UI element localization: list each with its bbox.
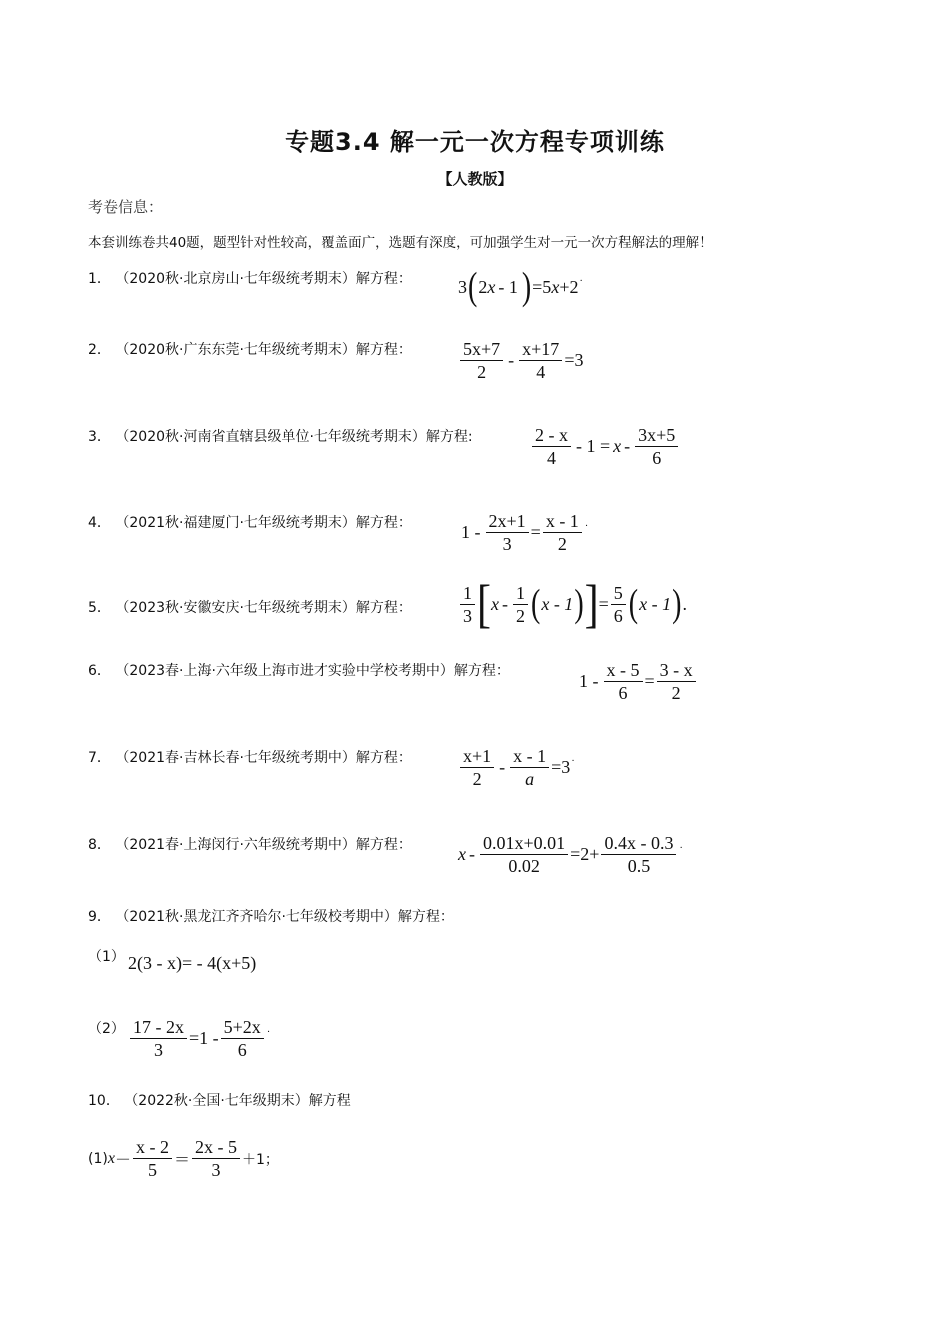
question-number: 3． xyxy=(88,429,111,445)
question-number: 1． xyxy=(88,271,111,287)
question-number: 7． xyxy=(88,750,111,766)
question-6 xyxy=(88,660,510,680)
question-number: 10． xyxy=(88,1093,120,1109)
equation-7: $\frac{x+1}{2}$ - $\frac{x - 1}{a}$ =3 · xyxy=(458,746,575,789)
equation-6: 1 - $\frac{x - 5}{6}$ = $\frac{3 - x}{2}$ xyxy=(576,660,698,703)
equation-1: 3 ( 2 x - 1 ) =5 x +2 · xyxy=(458,265,583,309)
intro-text: 本套训练卷共40题，题型针对性较高，覆盖面广，选题有深度，可加强学生对一元一次方程解法的理解！ xyxy=(88,235,713,251)
subquestion-label: （2） xyxy=(88,1021,125,1037)
equation-5: $\frac{1}{3}$ [ x - $\frac{1}{2}$ ( x - 1 ) ] = $\frac{5}{6}$ ( x - 1 ) . xyxy=(458,583,687,626)
question-5 xyxy=(88,597,412,617)
equation-2: $\frac{5x+7}{2}$ - $\frac{x+17}{4}$ =3 xyxy=(458,339,583,382)
equation-9-2: $\frac{17 - 2x}{3}$ =1 - $\frac{5+2x}{6}$ · xyxy=(128,1017,270,1060)
question-text: （2021秋·福建厦门·七年级统考期末）解方程： xyxy=(115,515,412,531)
question-4 xyxy=(88,512,412,532)
equation-9-1: 2(3 - x)= - 4(x+5) xyxy=(128,953,257,973)
question-number: 8． xyxy=(88,837,111,853)
question-text: （2023秋·安徽安庆·七年级统考期末）解方程： xyxy=(115,600,412,616)
question-text: （2020秋·河南省直辖县级单位·七年级统考期末）解方程: xyxy=(115,429,473,445)
question-3 xyxy=(88,426,473,446)
equation-8: x - $\frac{0.01x+0.01}{0.02}$ =2+ $\frac{0.4x - 0.3}{0.5}$ · xyxy=(458,833,683,876)
question-text: （2023春·上海·六年级上海市进才实验中学校考期中）解方程： xyxy=(115,663,510,679)
question-7 xyxy=(88,747,412,767)
question-text: （2022秋·全国·七年级期末）解方程 xyxy=(124,1093,351,1109)
equation-3: $\frac{2 - x}{4}$ - 1 = x - $\frac{3x+5}{6}$ xyxy=(530,425,680,468)
question-text: （2020秋·广东东莞·七年级统考期末）解方程： xyxy=(115,342,412,358)
question-number: 5． xyxy=(88,600,111,616)
question-number: 9． xyxy=(88,909,111,925)
equation-4: 1 - $\frac{2x+1}{3}$ = $\frac{x - 1}{2}$ · xyxy=(461,511,589,554)
question-10 xyxy=(88,1090,351,1110)
question-8 xyxy=(88,834,412,854)
question-text: （2021春·上海闵行·六年级统考期中）解方程： xyxy=(115,837,412,853)
question-2 xyxy=(88,339,412,359)
question-text: （2021春·吉林长春·七年级统考期中）解方程： xyxy=(115,750,412,766)
edition-label: 【人教版】 xyxy=(437,170,513,188)
question-number: 4． xyxy=(88,515,111,531)
page-title: 专题3.4 解一元一次方程专项训练 xyxy=(285,128,665,156)
question-text: （2021秋·黑龙江齐齐哈尔·七年级校考期中）解方程： xyxy=(115,909,454,925)
question-1 xyxy=(88,268,412,288)
question-text: （2020秋·北京房山·七年级统考期末）解方程： xyxy=(115,271,412,287)
subquestion-label: （1） xyxy=(88,949,125,965)
question-number: 2． xyxy=(88,342,111,358)
equation-10-1: (1) x － $\frac{x - 2}{5}$ ＝ $\frac{2x - 5}{3}$ ＋1； xyxy=(88,1137,279,1180)
question-number: 6． xyxy=(88,663,111,679)
question-9 xyxy=(88,906,454,926)
exam-info-label: 考卷信息： xyxy=(88,198,164,216)
